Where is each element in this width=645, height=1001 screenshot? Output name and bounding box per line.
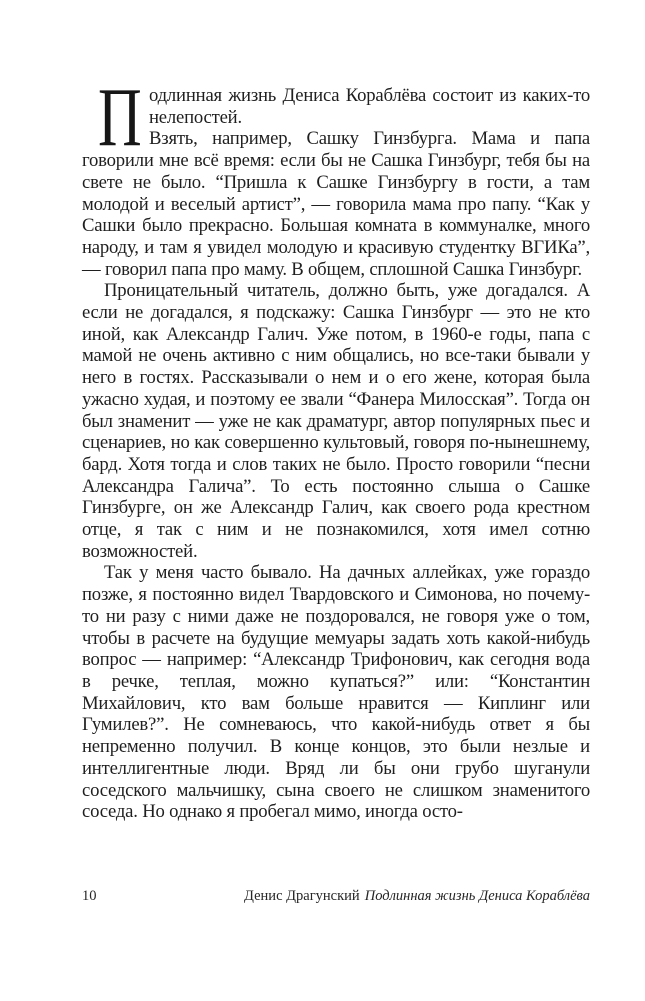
page-number: 10 bbox=[82, 888, 97, 904]
body-text bbox=[82, 71, 590, 823]
page-footer bbox=[82, 887, 590, 905]
paragraph: Так у меня часто бывало. На дачных аллейках, уже гораздо позже, я постоянно видел Твардовского и Симонова, но почему-то ни разу с ними даже не поздоровался, не говоря уже о том, чтобы в расчете на будущие мемуары задать хоть какой-нибудь вопрос — например: “Александр Трифонович, как сегодня вода в речке, теплая, можно купаться?” или: “Константин Михайлович, кто вам больше нравится — Киплинг или Гумилев?”. Не сомневаюсь, что какой-нибудь ответ я бы непременно получил. В конце концов, это были незлые и интеллигентные люди. Вряд ли бы они грубо шуганули соседского мальчишку, сына своего не слишком знаменитого соседа. Но однако я пробегал мимо, иногда осто- bbox=[82, 562, 590, 823]
running-title bbox=[244, 887, 590, 905]
drop-cap-letter: П bbox=[98, 71, 142, 164]
author-name: Денис Драгунский bbox=[244, 888, 360, 904]
opening-paragraph-text: одлинная жизнь Дениса Кораблёва состоит из каких-то нелепостей. bbox=[149, 85, 590, 128]
paragraph: Взять, например, Сашку Гинзбурга. Мама и папа говорили мне всё время: если бы не Сашка Гинзбург, тебя бы на свете не было. “Пришла к Сашке Гинзбургу в гости, а там молодой и веселый артист”, — говорила мама про папу. “Как у Сашки было прекрасно. Большая комната в коммуналке, много народу, и там я увидел молодую и красивую студентку ВГИКа”, — говорил папа про маму. В общем, сплошной Сашка Гинзбург. bbox=[82, 128, 590, 280]
opening-paragraph bbox=[82, 71, 590, 164]
paragraph: Проницательный читатель, должно быть, уже догадался. А если не догадался, я подскажу: Сашка Гинзбург — это не кто иной, как Александр Галич. Уже потом, в 1960-е годы, папа с мамой не очень активно с ним общались, но все-таки бывали у него в гостях. Рассказывали о нем и о его жене, которая была ужасно худая, и поэтому ее звали “Фанера Милосская”. Тогда он был знаменит — уже не как драматург, автор популярных пьес и сценариев, но как совершенно культовый, говоря по-нынешнему, бард. Хотя тогда и слов таких не было. Просто говорили “песни Александра Галича”. То есть постоянно слыша о Сашке Гинзбурге, он же Александр Галич, как своего рода крестном отце, я так с ним и не познакомился, хотя имел сотню возможностей. bbox=[82, 280, 590, 562]
book-title: Подлинная жизнь Дениса Кораблёва bbox=[364, 888, 590, 904]
